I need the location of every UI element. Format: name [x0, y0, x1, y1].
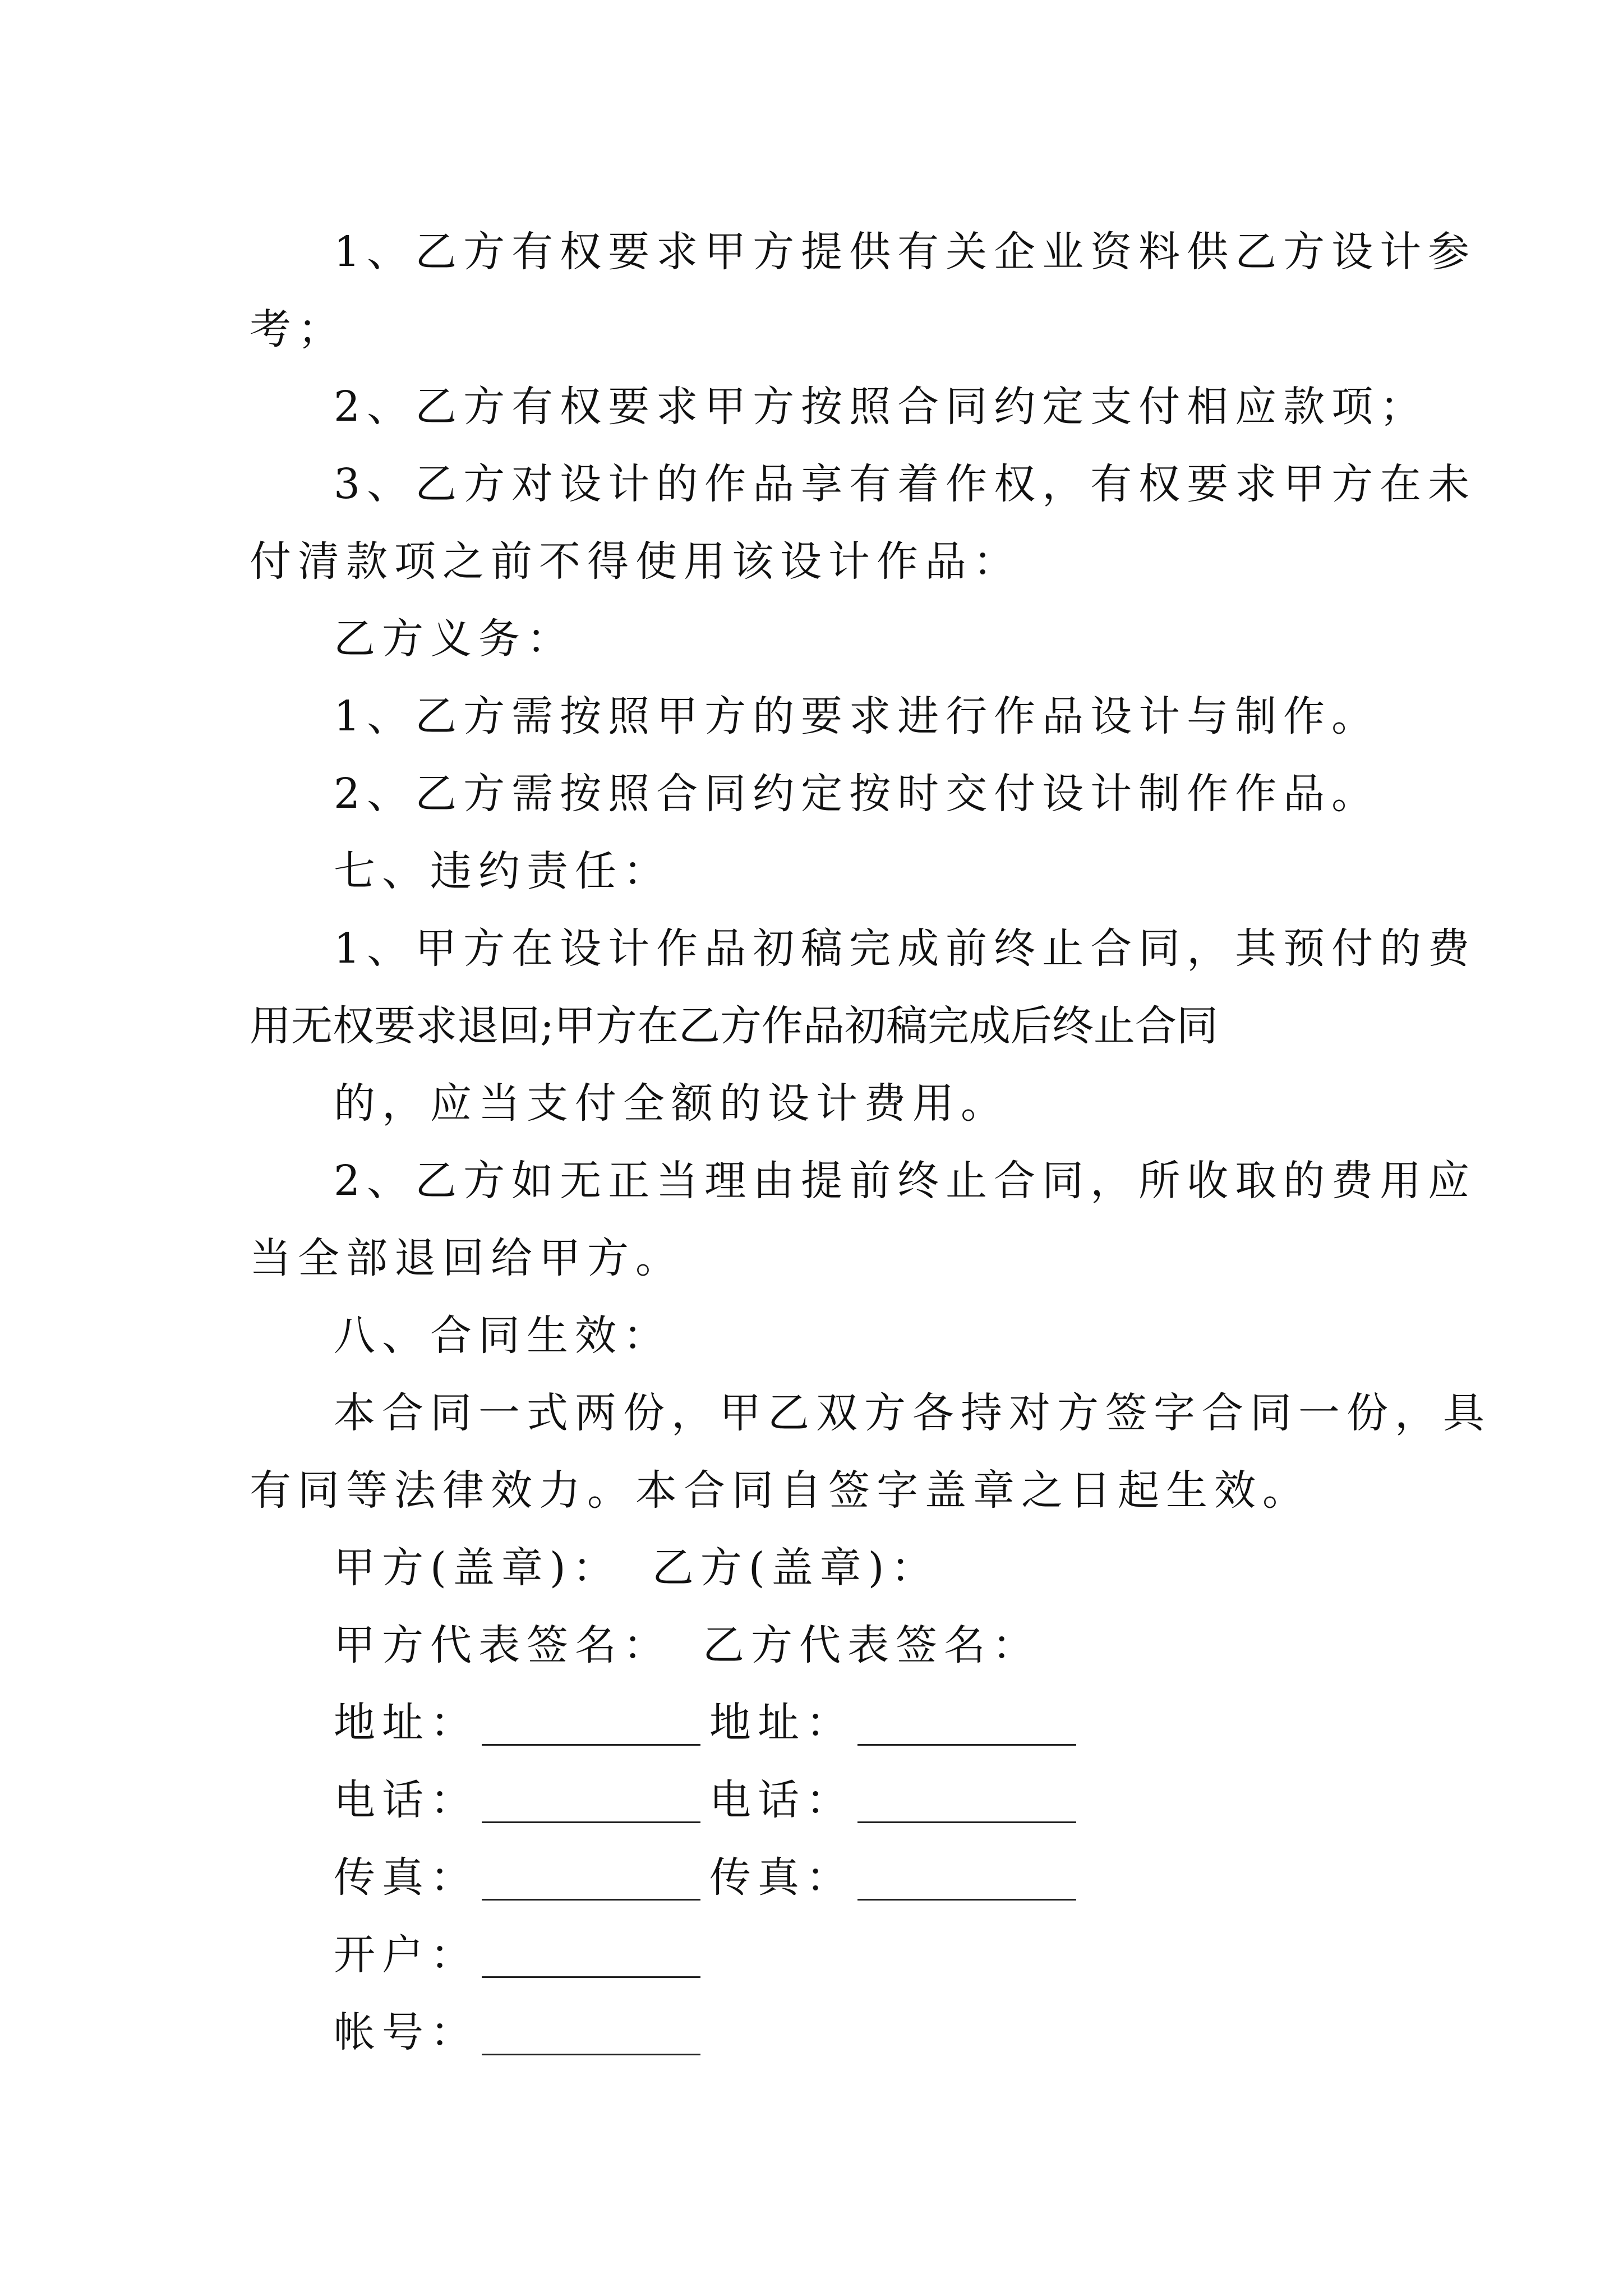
party-b-address-blank[interactable] — [857, 1710, 1076, 1746]
paragraph-line: 1、乙方需按照甲方的要求进行作品设计与制作。 — [334, 692, 1380, 740]
paragraph-line: 1、甲方在设计作品初稿完成前终止合同，其预付的费 — [334, 924, 1477, 973]
paragraph-line: 用无权要求退回;甲方在乙方作品初稿完成后终止合同 — [250, 1002, 1218, 1050]
party-b-phone-blank[interactable] — [857, 1788, 1076, 1823]
party-b-fax-label: 传真： — [709, 1853, 854, 1902]
section-heading: 八、合同生效： — [334, 1312, 671, 1360]
party-a-address-blank[interactable] — [482, 1710, 700, 1746]
party-b-phone-label: 电话： — [709, 1776, 854, 1824]
paragraph-line: 2、乙方如无正当理由提前终止合同，所收取的费用应 — [334, 1157, 1477, 1205]
section-heading: 乙方义务： — [334, 615, 575, 663]
bank-blank[interactable] — [482, 1943, 700, 1978]
party-b-fax-blank[interactable] — [857, 1865, 1076, 1901]
contract-body — [250, 213, 1491, 2071]
party-a-phone-label: 电话： — [334, 1776, 478, 1824]
paragraph-line: 2、乙方有权要求甲方按照合同约定支付相应款项； — [334, 383, 1428, 431]
party-a-rep-label: 甲方代表签名： — [334, 1621, 671, 1669]
paragraph-line: 的，应当支付全额的设计费用。 — [334, 1079, 1009, 1128]
party-a-fax-label: 传真： — [334, 1853, 478, 1902]
party-b-seal-label: 乙方(盖章)： — [652, 1544, 939, 1592]
bank-row — [250, 1916, 1382, 1994]
party-b-rep-label: 乙方代表签名： — [703, 1621, 1040, 1669]
paragraph-line: 有同等法律效力。本合同自签字盖章之日起生效。 — [250, 1466, 1311, 1515]
paragraph-line: 考； — [250, 305, 346, 353]
bank-label: 开户： — [334, 1931, 478, 1979]
representative-row — [250, 1607, 1382, 1684]
party-b-address-label: 地址： — [709, 1699, 854, 1747]
party-a-address-label: 地址： — [334, 1699, 478, 1747]
party-a-seal-label: 甲方(盖章)： — [334, 1544, 621, 1592]
seal-row — [250, 1529, 1382, 1607]
paragraph-line: 本合同一式两份，甲乙双方各持对方签字合同一份，具 — [334, 1389, 1491, 1437]
fax-row — [250, 1839, 1382, 1916]
party-a-phone-blank[interactable] — [482, 1788, 700, 1823]
paragraph-line: 3、乙方对设计的作品享有着作权，有权要求甲方在未 — [334, 460, 1477, 508]
account-blank[interactable] — [482, 2020, 700, 2055]
phone-row — [250, 1761, 1382, 1839]
account-row — [250, 1994, 1382, 2071]
party-a-fax-blank[interactable] — [482, 1865, 700, 1901]
paragraph-line: 当全部退回给甲方。 — [250, 1234, 684, 1282]
address-row — [250, 1684, 1382, 1761]
account-label: 帐号： — [334, 2008, 478, 2056]
paragraph-line: 1、乙方有权要求甲方提供有关企业资料供乙方设计参 — [334, 228, 1477, 276]
paragraph-line: 2、乙方需按照合同约定按时交付设计制作作品。 — [334, 770, 1380, 818]
paragraph-line: 付清款项之前不得使用该设计作品： — [250, 537, 1021, 586]
section-heading: 七、违约责任： — [334, 847, 671, 895]
